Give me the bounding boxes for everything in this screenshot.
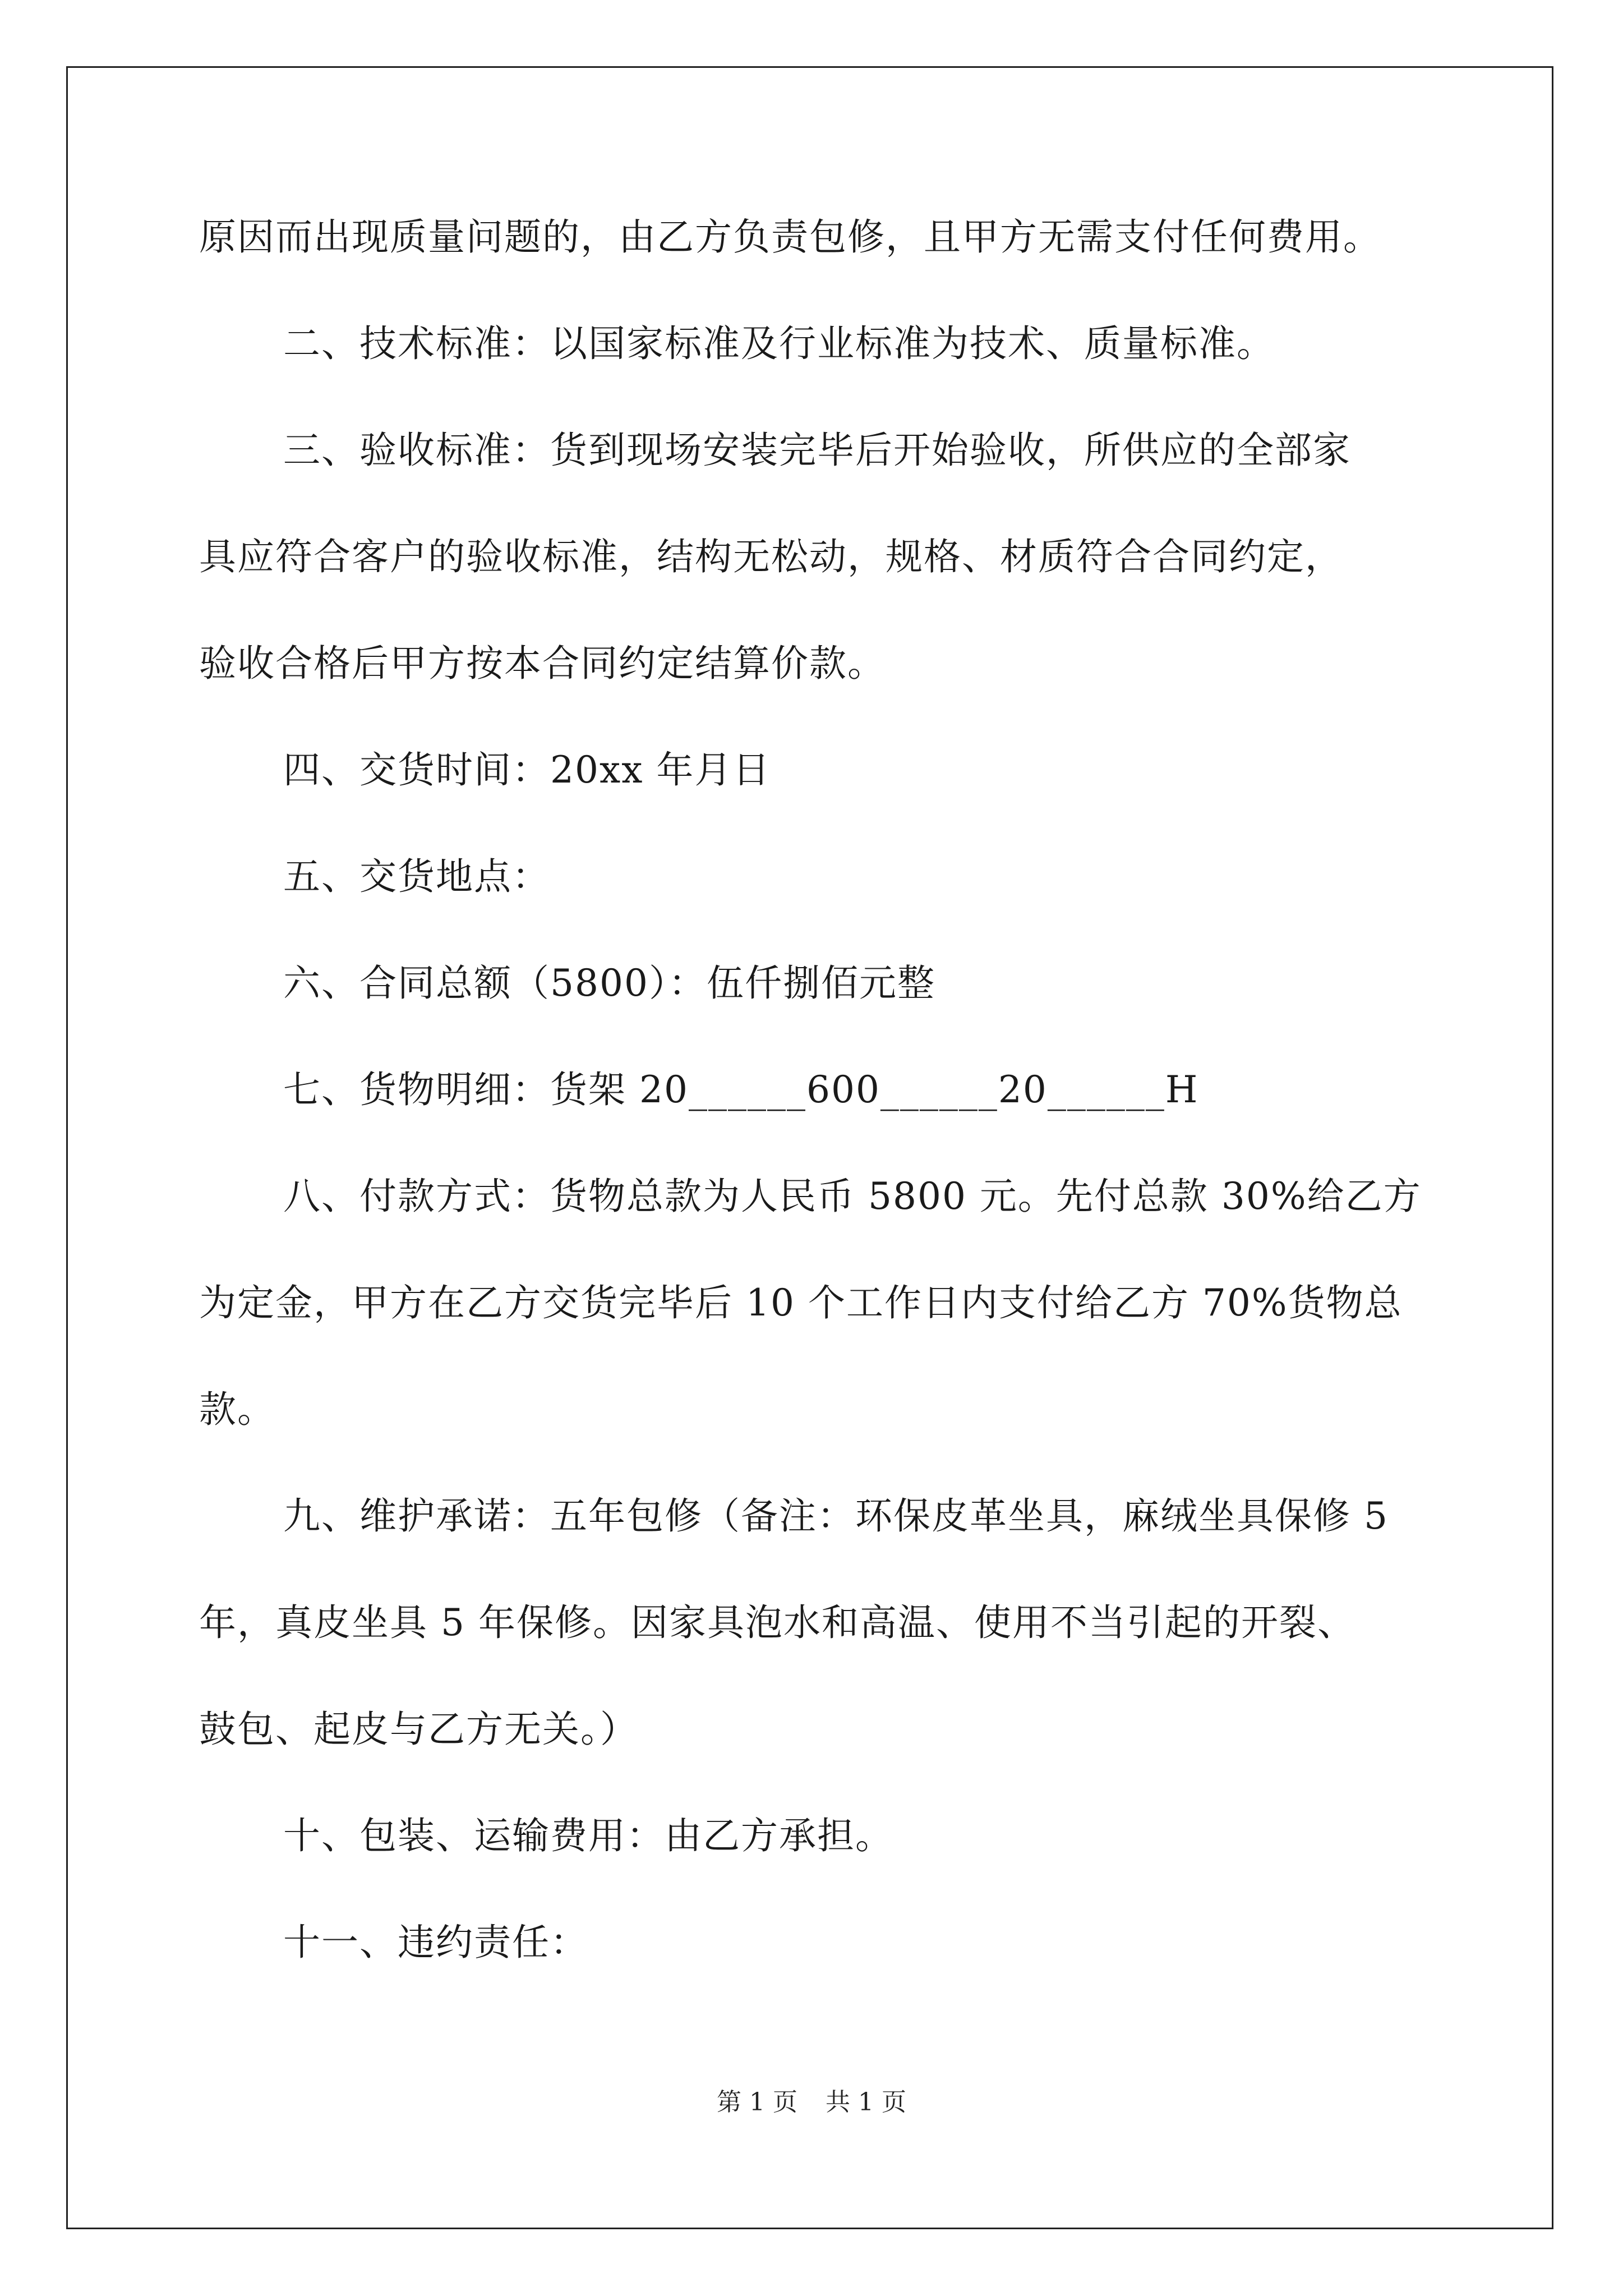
paragraph-line: 五、交货地点： <box>283 855 550 898</box>
paragraph-line: 十、包装、运输费用：由乙方承担。 <box>283 1814 893 1857</box>
paragraph-line: 七、货物明细：货架 20______600______20______H <box>283 1068 1199 1111</box>
paragraph-line: 为定金，甲方在乙方交货完毕后 10 个工作日内支付给乙方 70%货物总 <box>199 1281 1403 1324</box>
paragraph-line: 三、验收标准：货到现场安装完毕后开始验收，所供应的全部家 <box>283 429 1351 472</box>
paragraph-line: 四、交货时间：20xx 年月日 <box>283 748 771 792</box>
paragraph-line: 具应符合客户的验收标准，结构无松动，规格、材质符合合同约定， <box>199 535 1343 578</box>
page-number-current: 第 1 页 <box>717 2088 797 2116</box>
paragraph-line: 验收合格后甲方按本合同约定结算价款。 <box>199 642 886 685</box>
page-footer <box>0 2090 1623 2115</box>
page-border <box>66 66 1553 2229</box>
paragraph-line: 九、维护承诺：五年包修（备注：环保皮革坐具，麻绒坐具保修 5 <box>283 1494 1389 1538</box>
paragraph-line: 六、合同总额（5800）：伍仟捌佰元整 <box>283 961 935 1005</box>
paragraph-line: 八、付款方式：货物总款为人民币 5800 元。先付总款 30%给乙方 <box>283 1175 1422 1218</box>
paragraph-line: 十一、违约责任： <box>283 1921 588 1964</box>
paragraph-line: 原因而出现质量问题的，由乙方负责包修，且甲方无需支付任何费用。 <box>199 215 1381 259</box>
paragraph-line: 鼓包、起皮与乙方无关。） <box>199 1708 638 1751</box>
paragraph-line: 款。 <box>199 1388 275 1431</box>
paragraph-line: 二、技术标准：以国家标准及行业标准为技术、质量标准。 <box>283 322 1275 365</box>
page-number-total: 共 1 页 <box>826 2088 906 2116</box>
paragraph-line: 年，真皮坐具 5 年保修。因家具泡水和高温、使用不当引起的开裂、 <box>199 1601 1355 1644</box>
